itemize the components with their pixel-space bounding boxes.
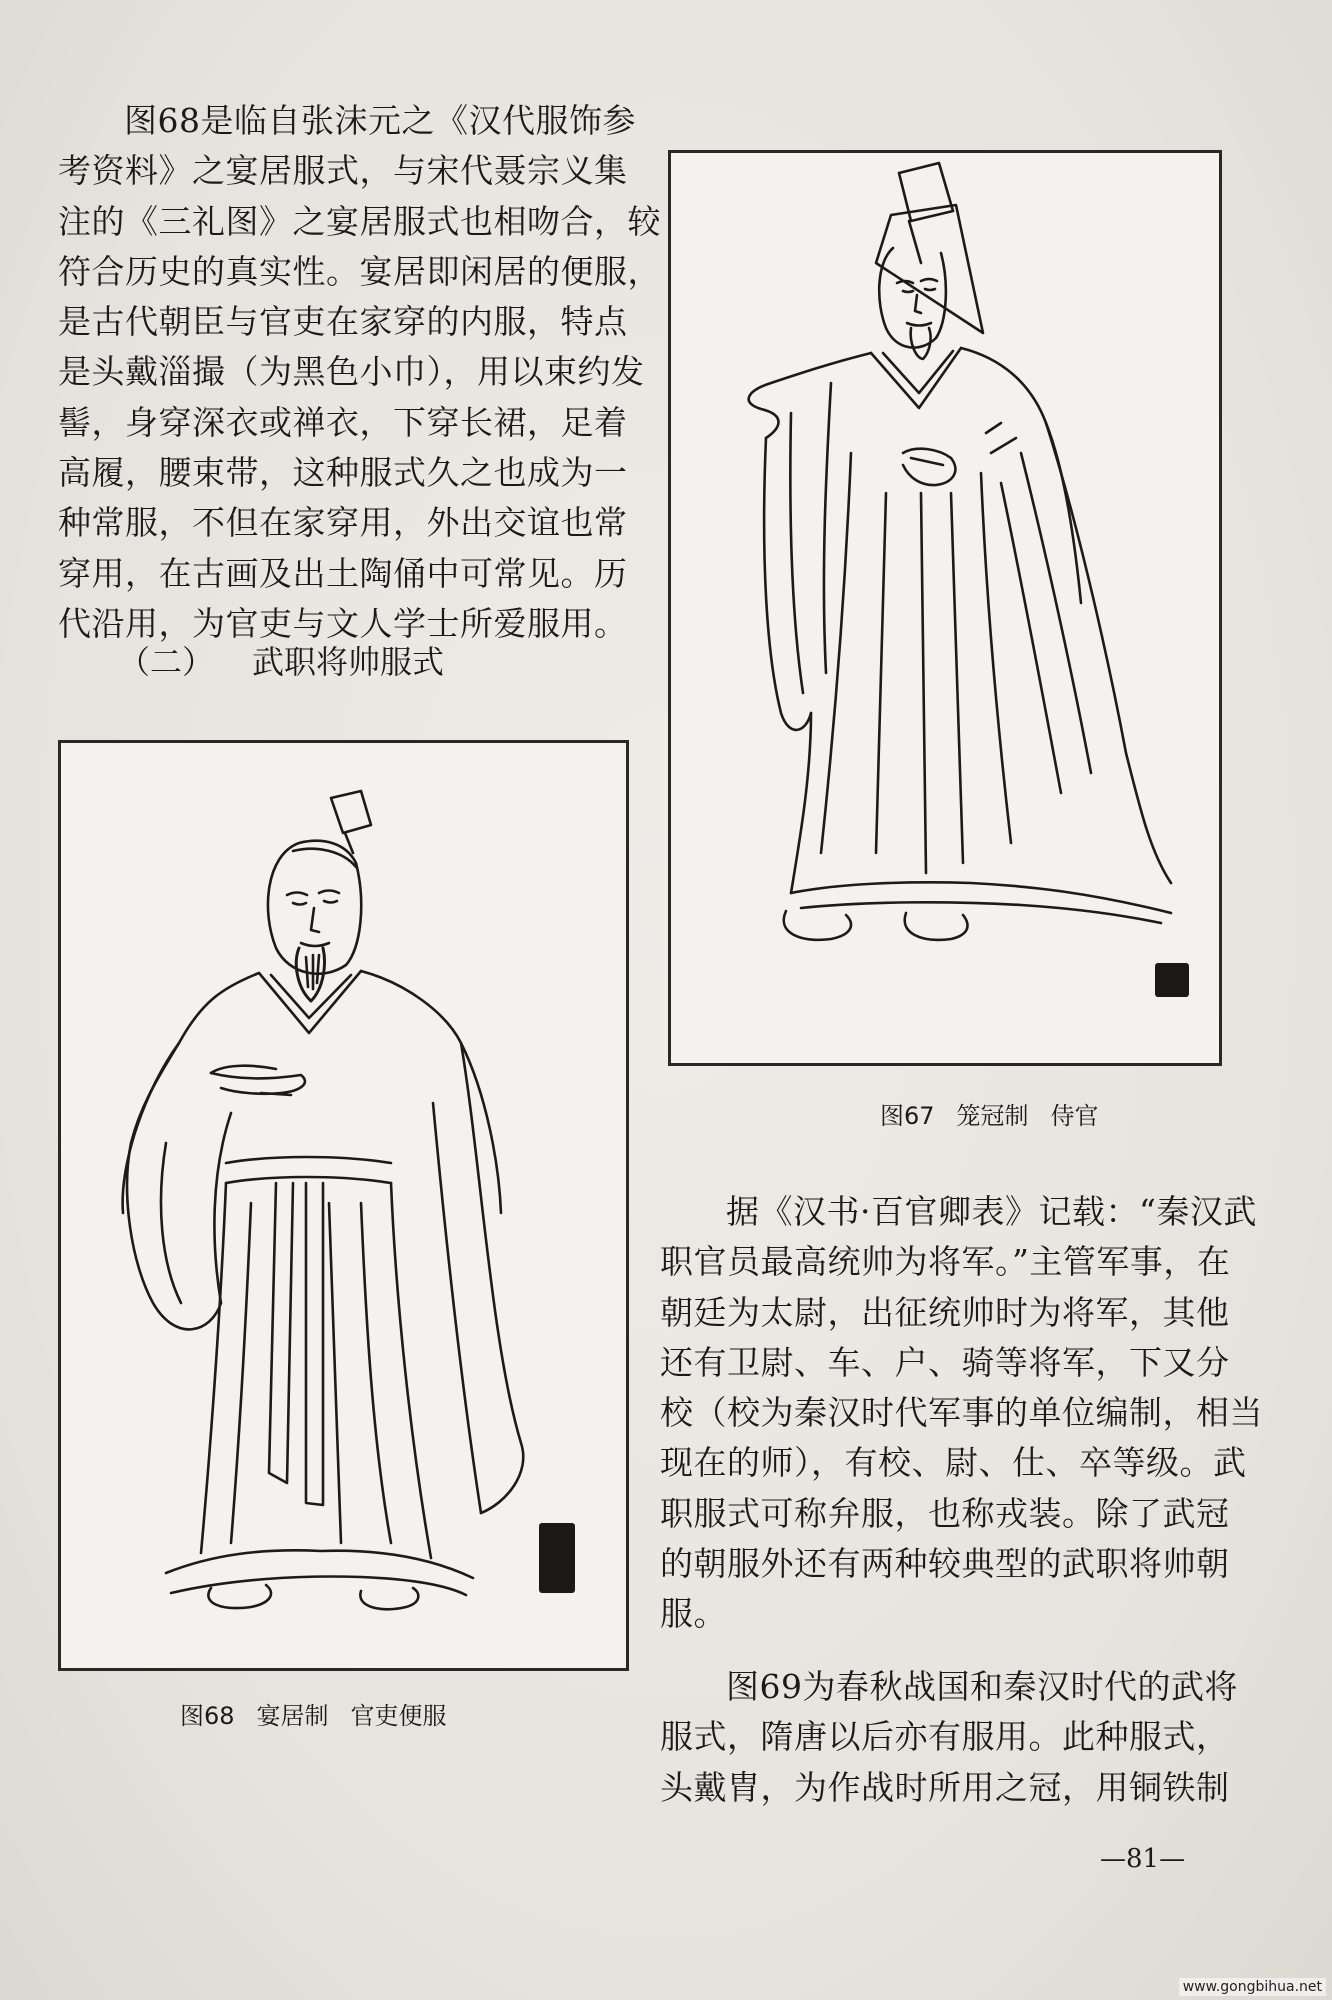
- figure-68-caption: [180, 1700, 447, 1732]
- text-line: 的朝服外还有两种较典型的武职将帅朝: [660, 1544, 1230, 1584]
- text-line: 服式，隋唐以后亦有服用。此种服式，: [660, 1717, 1230, 1757]
- text-line: 朝廷为太尉，出征统帅时为将军，其他: [660, 1292, 1230, 1332]
- attendant-official-illustration-icon: [671, 153, 1219, 1063]
- caption-subtitle: 官吏便服: [350, 1702, 447, 1730]
- figure-67-frame: [668, 150, 1222, 1066]
- paragraph-general-dress: [660, 1662, 1240, 1813]
- caption-number: 图67: [880, 1102, 935, 1130]
- text-line: 头戴胄，为作战时所用之冠，用铜铁制: [660, 1767, 1230, 1807]
- text-line: 职服式可称弁服，也称戎装。除了武冠: [660, 1493, 1230, 1533]
- text-line: 服。: [660, 1594, 727, 1634]
- text-line: 是古代朝臣与官吏在家穿的内服，特点: [58, 302, 628, 342]
- caption-title: 笼冠制: [956, 1102, 1029, 1130]
- text-line: 髻，身穿深衣或禅衣，下穿长裙，足着: [58, 402, 628, 442]
- page-number: —81—: [1100, 1844, 1186, 1874]
- caption-subtitle: 侍官: [1050, 1102, 1099, 1130]
- caption-number: 图68: [180, 1702, 235, 1730]
- figure-67-caption: [880, 1100, 1099, 1132]
- text-line: 据《汉书·百官卿表》记载：“秦汉武: [726, 1192, 1257, 1231]
- paragraph-banquet-dress: [58, 96, 661, 649]
- text-line: 高履，腰束带，这种服式久之也成为一: [58, 453, 628, 493]
- text-line: 图69为春秋战国和秦汉时代的武将: [726, 1667, 1238, 1706]
- section-heading: [118, 640, 444, 684]
- text-line: 注的《三礼图》之宴居服式也相吻合，较: [58, 201, 661, 241]
- red-seal-stamp-icon: [539, 1523, 575, 1593]
- red-seal-stamp-icon: [1155, 963, 1189, 997]
- watermark-text: www.gongbihua.net: [1179, 1978, 1326, 1996]
- text-line: 现在的师），有校、尉、仕、卒等级。武: [660, 1443, 1247, 1483]
- text-line: 图68是临自张沫元之《汉代服饰参: [124, 101, 636, 140]
- caption-title: 宴居制: [256, 1702, 329, 1730]
- text-line: 是头戴淄撮（为黑色小巾），用以束约发: [58, 352, 645, 392]
- text-line: 符合历史的真实性。宴居即闲居的便服，: [58, 251, 661, 291]
- text-line: 考资料》之宴居服式，与宋代聂宗义集: [58, 151, 628, 191]
- text-line: 校（校为秦汉时代军事的单位编制，相当: [660, 1393, 1263, 1433]
- text-line: 职官员最高统帅为将军。”主管军事，在: [660, 1242, 1231, 1282]
- paragraph-military-officials: [660, 1187, 1263, 1640]
- section-title: 武职将帅服式: [252, 643, 445, 681]
- section-number: （二）: [118, 643, 215, 681]
- text-line: 穿用，在古画及出土陶俑中可常见。历: [58, 553, 628, 593]
- text-line: 还有卫尉、车、户、骑等将军，下又分: [660, 1342, 1230, 1382]
- text-line: 代沿用，为官吏与文人学士所爱服用。: [58, 603, 628, 643]
- figure-68-frame: [58, 740, 629, 1671]
- text-line: 种常服，不但在家穿用，外出交谊也常: [58, 503, 628, 543]
